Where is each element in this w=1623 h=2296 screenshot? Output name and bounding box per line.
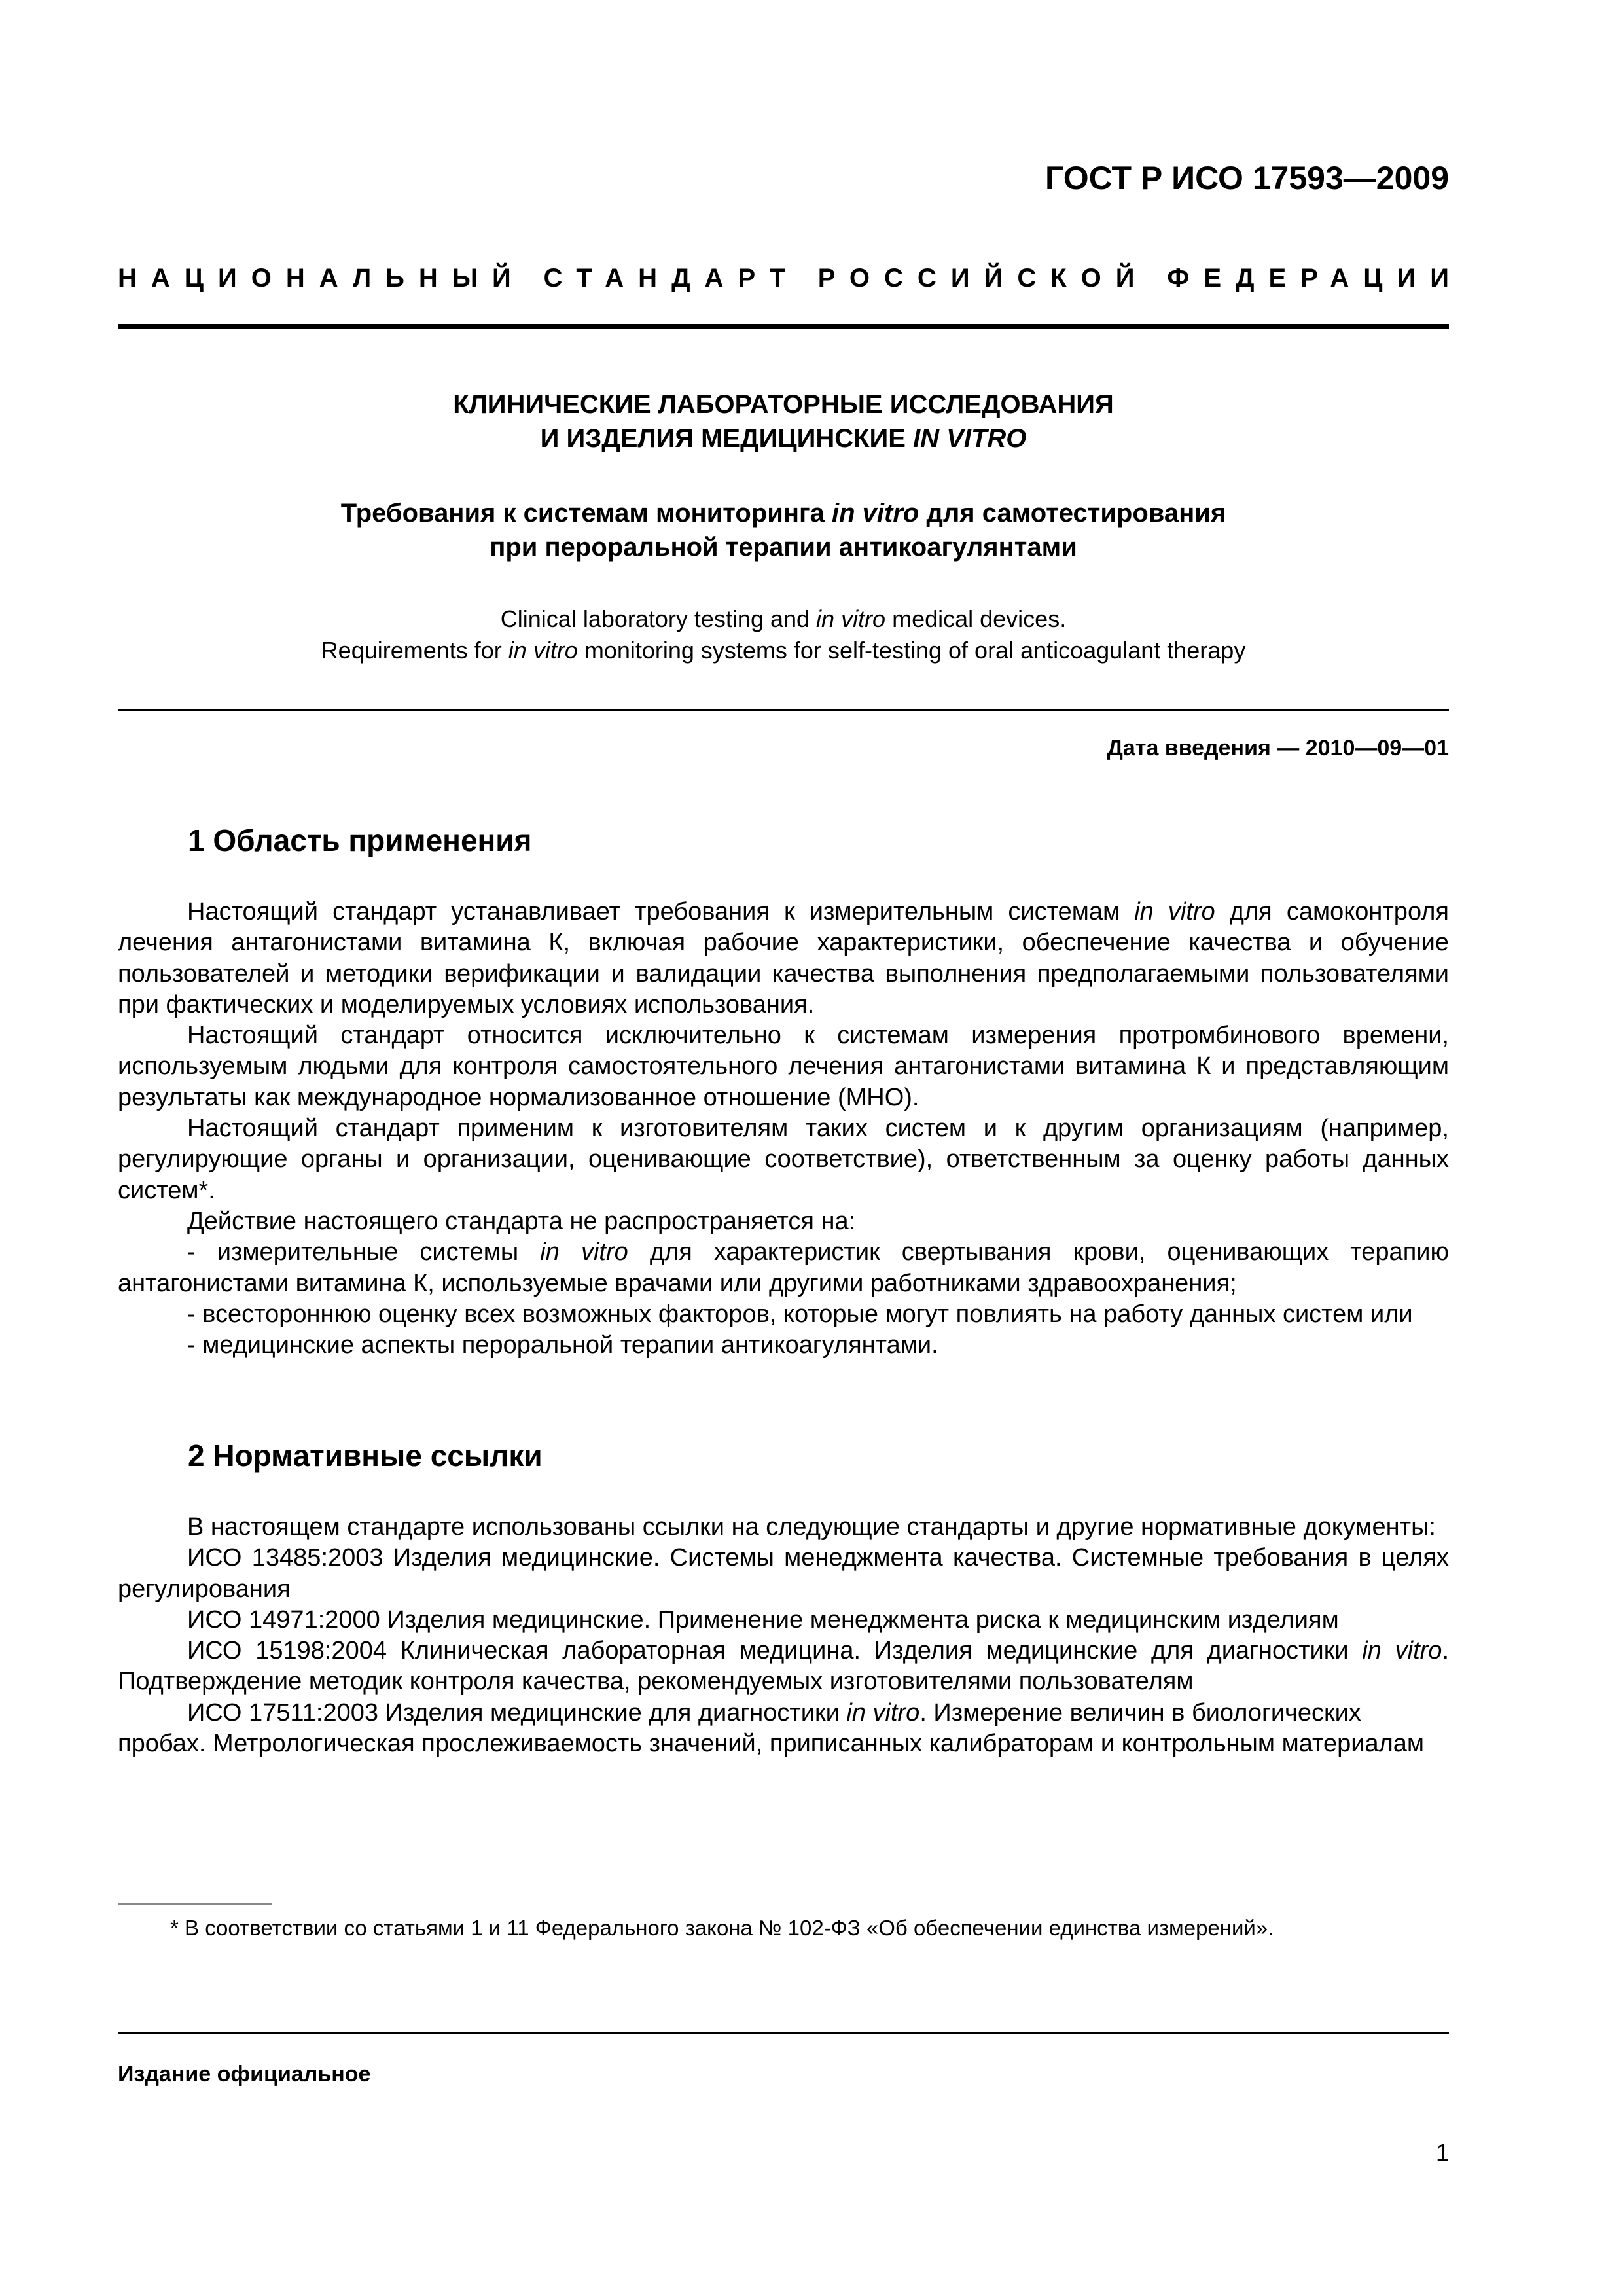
s2-ref-3 xyxy=(118,1636,1449,1698)
official-edition-label: Издание официальное xyxy=(118,2062,371,2087)
national-standard-banner xyxy=(118,264,1463,293)
document-title xyxy=(118,387,1449,456)
document-subtitle xyxy=(118,496,1449,564)
r4-c: . Измерение величин в биологических пробах. Метрологическая прослеживаемость значений, приписанных калибраторам и контрольным материалам xyxy=(118,1698,1425,1758)
title-line-1: КЛИНИЧЕСКИЕ ЛАБОРАТОРНЫЕ ИССЛЕДОВАНИЯ xyxy=(453,390,1114,419)
title-line-2 xyxy=(118,422,1449,456)
r3-italic: in vitro xyxy=(1362,1637,1442,1665)
li1-a: - измерительные системы xyxy=(187,1238,541,1266)
en-text-a: Clinical laboratory testing and xyxy=(500,605,817,632)
section-1-body xyxy=(118,897,1449,1361)
banner-word-3: РОССИЙСКОЙ xyxy=(817,264,1149,293)
s1-paragraph-1 xyxy=(118,897,1449,1020)
banner-word-4: ФЕДЕРАЦИИ xyxy=(1167,264,1463,293)
title-rule xyxy=(118,709,1449,711)
en-text-c: medical devices. xyxy=(885,605,1067,632)
english-title-line-1 xyxy=(118,603,1449,635)
footer-rule xyxy=(118,2032,1449,2034)
footnote: * В соответствии со статьями 1 и 11 Федерального закона № 102-ФЗ «Об обеспечении единства измерений». xyxy=(170,1916,1274,1940)
title-line-2-italic: IN VITRO xyxy=(913,424,1027,453)
english-title xyxy=(118,603,1449,666)
s1p1-italic: in vitro xyxy=(1134,898,1215,925)
subtitle-text-a: Требования к системам мониторинга xyxy=(340,499,832,528)
s2-ref-4 xyxy=(118,1698,1449,1760)
banner-word-2: СТАНДАРТ xyxy=(543,264,800,293)
banner-word-1: НАЦИОНАЛЬНЫЙ xyxy=(118,264,526,293)
standard-code: ГОСТ Р ИСО 17593—2009 xyxy=(1045,160,1449,196)
r4-italic: in vitro xyxy=(846,1698,920,1727)
footnote-rule xyxy=(118,1903,272,1905)
intro-date: Дата введения — 2010—09—01 xyxy=(1107,736,1449,761)
subtitle-italic: in vitro xyxy=(832,499,919,528)
r3-a: ИСО 15198:2004 Клиническая лабораторная медицина. Изделия медицинские для диагностики xyxy=(187,1637,1363,1665)
page-number: 1 xyxy=(1435,2139,1449,2166)
en-italic-1: in vitro xyxy=(816,605,886,632)
section-1-heading: 1 Область применения xyxy=(188,823,532,857)
s1-list-item-2: - всестороннюю оценку всех возможных факторов, которые могут повлиять на работу данных систем или xyxy=(187,1300,1413,1328)
s1-list-item-3: - медицинские аспекты пероральной терапии антикоагулянтами. xyxy=(187,1331,938,1359)
s1p1-c: для самоконтроля лечения антагонистами витамина К, включая рабочие характеристики, обеспечение качества и обучение пользователей и методики верификации и валидации качества выполнения предполагаемыми пользователями при фактических и моделируемых условиях использования. xyxy=(118,898,1449,1018)
s1p1-a: Настоящий стандарт устанавливает требования к измерительным системам xyxy=(187,898,1135,925)
subtitle-text-c: для самотестирования xyxy=(919,499,1226,528)
s1-paragraph-2: Настоящий стандарт относится исключительно к системам измерения протромбинового времени, используемым людьми для контроля самостоятельного лечения антагонистами витамина К и представляющим результаты как международное нормализованное отношение (МНО). xyxy=(118,1022,1449,1111)
s1-paragraph-3: Настоящий стандарт применим к изготовителям таких систем и к другим организациям (например, регулирующие органы и организации, оценивающие соответствие), ответственным за оценку работы данных систем*. xyxy=(118,1115,1449,1204)
subtitle-line-2: при пероральной терапии антикоагулянтами xyxy=(490,533,1077,562)
en2-text-c: monitoring systems for self-testing of oral anticoagulant therapy xyxy=(577,637,1246,664)
en-italic-2: in vitro xyxy=(508,637,578,664)
s2-paragraph-1: В настоящем стандарте использованы ссылки на следующие стандарты и другие нормативные документы: xyxy=(187,1513,1436,1541)
li1-c: для характеристик свертывания крови, оценивающих терапию антагонистами витамина К, используемые врачами или другими работниками здравоохранения; xyxy=(118,1238,1449,1297)
li1-italic: in vitro xyxy=(540,1238,628,1266)
r3-c: . Подтверждение методик контроля качества, рекомендуемых изготовителями пользователям xyxy=(118,1637,1449,1696)
section-2-heading: 2 Нормативные ссылки xyxy=(188,1439,543,1473)
section-2-body xyxy=(118,1512,1449,1759)
en2-text-a: Requirements for xyxy=(321,637,508,664)
r4-a: ИСО 17511:2003 Изделия медицинские для диагностики xyxy=(187,1698,847,1727)
subtitle-line-1 xyxy=(118,496,1449,530)
english-title-line-2 xyxy=(118,635,1449,666)
header-rule xyxy=(118,324,1449,329)
s1-list-item-1 xyxy=(118,1237,1449,1299)
s2-ref-2: ИСО 14971:2000 Изделия медицинские. Применение менеджмента риска к медицинским изделиям xyxy=(187,1605,1339,1634)
s2-ref-1: ИСО 13485:2003 Изделия медицинские. Системы менеджмента качества. Системные требования в целях регулирования xyxy=(118,1544,1449,1603)
title-line-2-text: И ИЗДЕЛИЯ МЕДИЦИНСКИЕ xyxy=(540,424,914,453)
s1-paragraph-4: Действие настоящего стандарта не распространяется на: xyxy=(187,1207,856,1235)
